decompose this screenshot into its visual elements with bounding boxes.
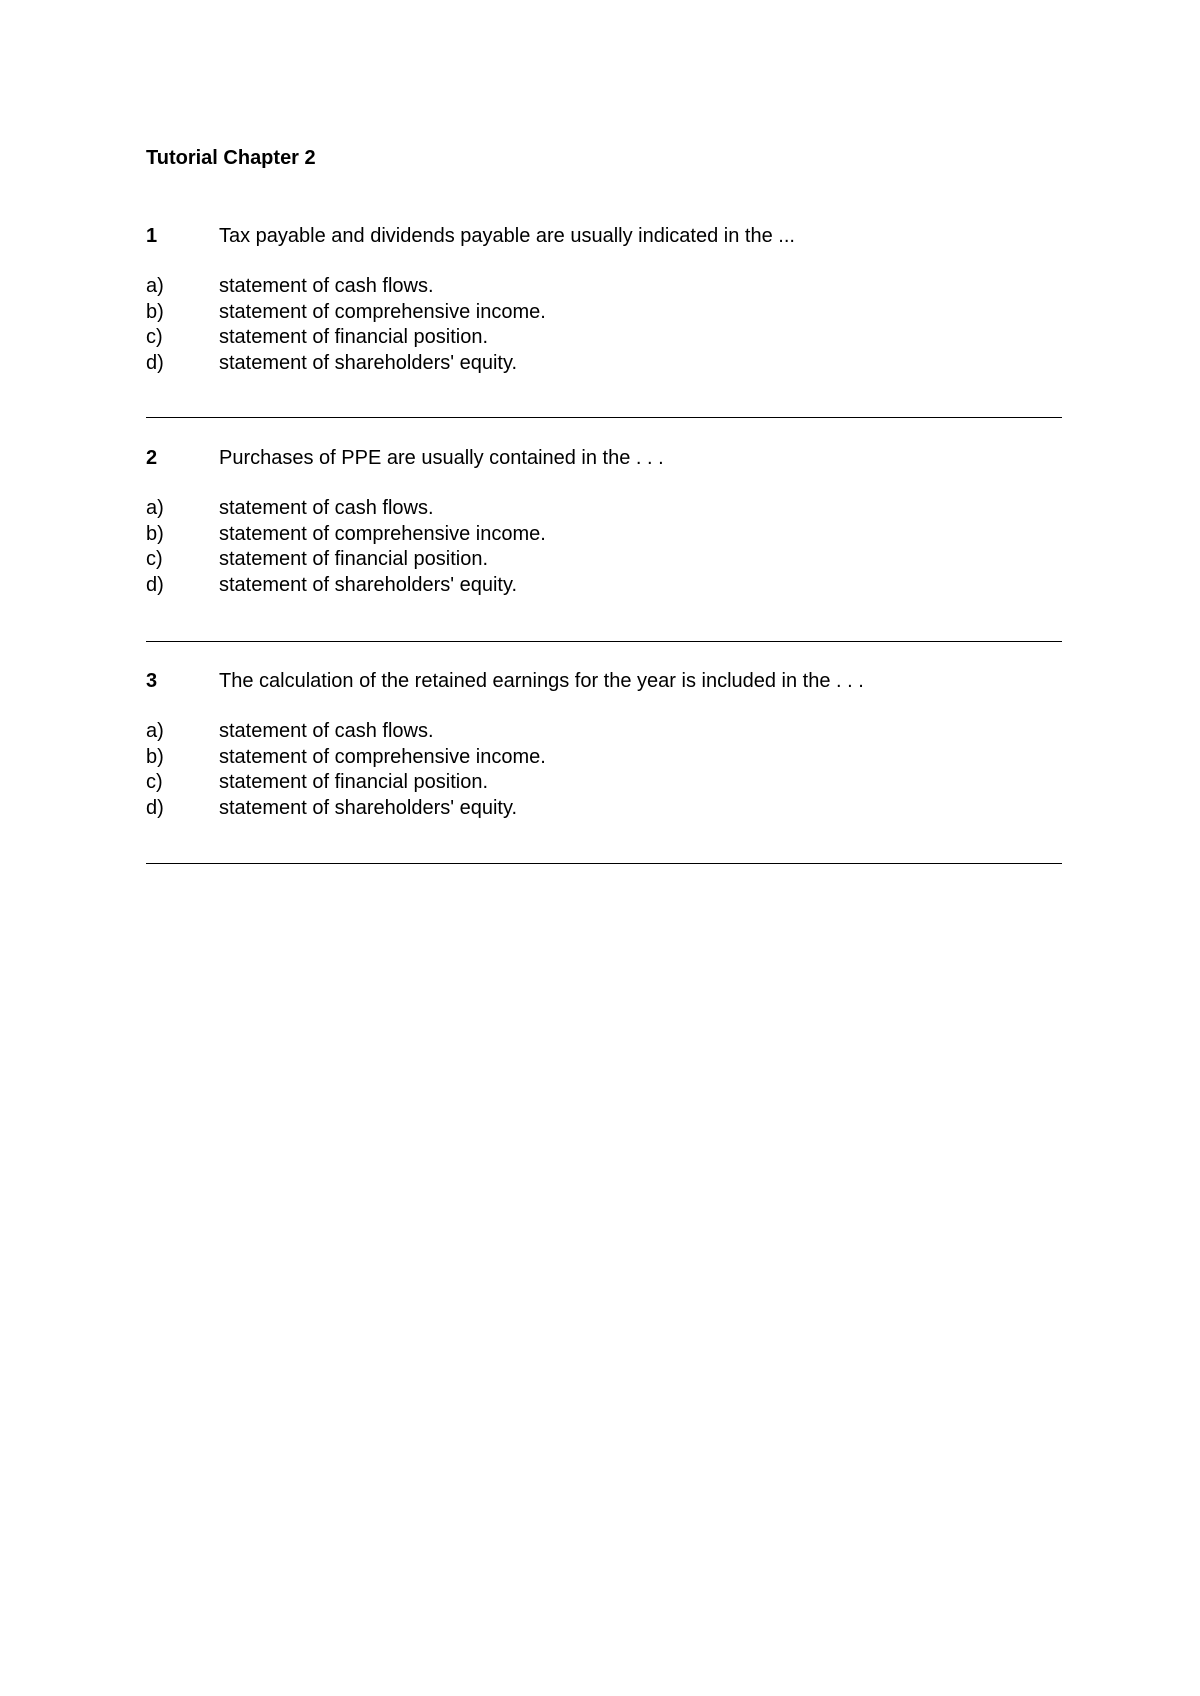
option-d — [146, 796, 1062, 822]
option-text: statement of comprehensive income. — [219, 300, 546, 323]
option-c — [146, 770, 1062, 796]
option-text: statement of financial position. — [219, 771, 489, 793]
option-letter: a) — [146, 497, 164, 519]
option-b — [146, 745, 1062, 771]
divider-line — [146, 417, 1062, 418]
question-text: Tax payable and dividends payable are usually indicated in the ... — [219, 225, 795, 247]
question-header — [146, 669, 1062, 693]
option-list — [146, 274, 1062, 376]
option-b — [146, 300, 1062, 326]
option-letter: b) — [146, 522, 164, 545]
question-1 — [146, 224, 1062, 376]
option-a — [146, 719, 1062, 745]
option-text: statement of cash flows. — [219, 720, 434, 742]
option-letter: a) — [146, 275, 164, 297]
option-letter: b) — [146, 300, 164, 323]
option-letter: d) — [146, 573, 164, 596]
option-text: statement of cash flows. — [219, 275, 434, 297]
question-text: The calculation of the retained earnings for the year is included in the . . . — [219, 670, 864, 692]
option-letter: a) — [146, 720, 164, 742]
option-text: statement of comprehensive income. — [219, 745, 546, 768]
option-d — [146, 351, 1062, 377]
option-text: statement of shareholders' equity. — [219, 573, 518, 596]
option-text: statement of shareholders' equity. — [219, 351, 518, 374]
option-text: statement of financial position. — [219, 326, 489, 348]
question-number: 3 — [146, 670, 158, 692]
option-d — [146, 573, 1062, 599]
question-header — [146, 446, 1062, 470]
option-text: statement of comprehensive income. — [219, 522, 546, 545]
option-a — [146, 274, 1062, 300]
option-a — [146, 496, 1062, 522]
option-letter: c) — [146, 326, 163, 348]
question-number: 1 — [146, 225, 158, 247]
question-3 — [146, 669, 1062, 821]
option-letter: c) — [146, 771, 163, 793]
option-text: statement of financial position. — [219, 548, 489, 570]
option-text: statement of shareholders' equity. — [219, 796, 518, 819]
option-letter: c) — [146, 548, 163, 570]
question-number: 2 — [146, 447, 158, 469]
option-text: statement of cash flows. — [219, 497, 434, 519]
option-letter: d) — [146, 796, 164, 819]
divider-line — [146, 641, 1062, 642]
question-header — [146, 224, 1062, 248]
option-letter: d) — [146, 351, 164, 374]
divider-line — [146, 863, 1062, 864]
option-c — [146, 325, 1062, 351]
question-2 — [146, 446, 1062, 598]
option-list — [146, 719, 1062, 821]
document-title: Tutorial Chapter 2 — [146, 147, 316, 169]
option-c — [146, 547, 1062, 573]
option-b — [146, 522, 1062, 548]
question-text: Purchases of PPE are usually contained in the . . . — [219, 447, 664, 469]
option-list — [146, 496, 1062, 598]
option-letter: b) — [146, 745, 164, 768]
